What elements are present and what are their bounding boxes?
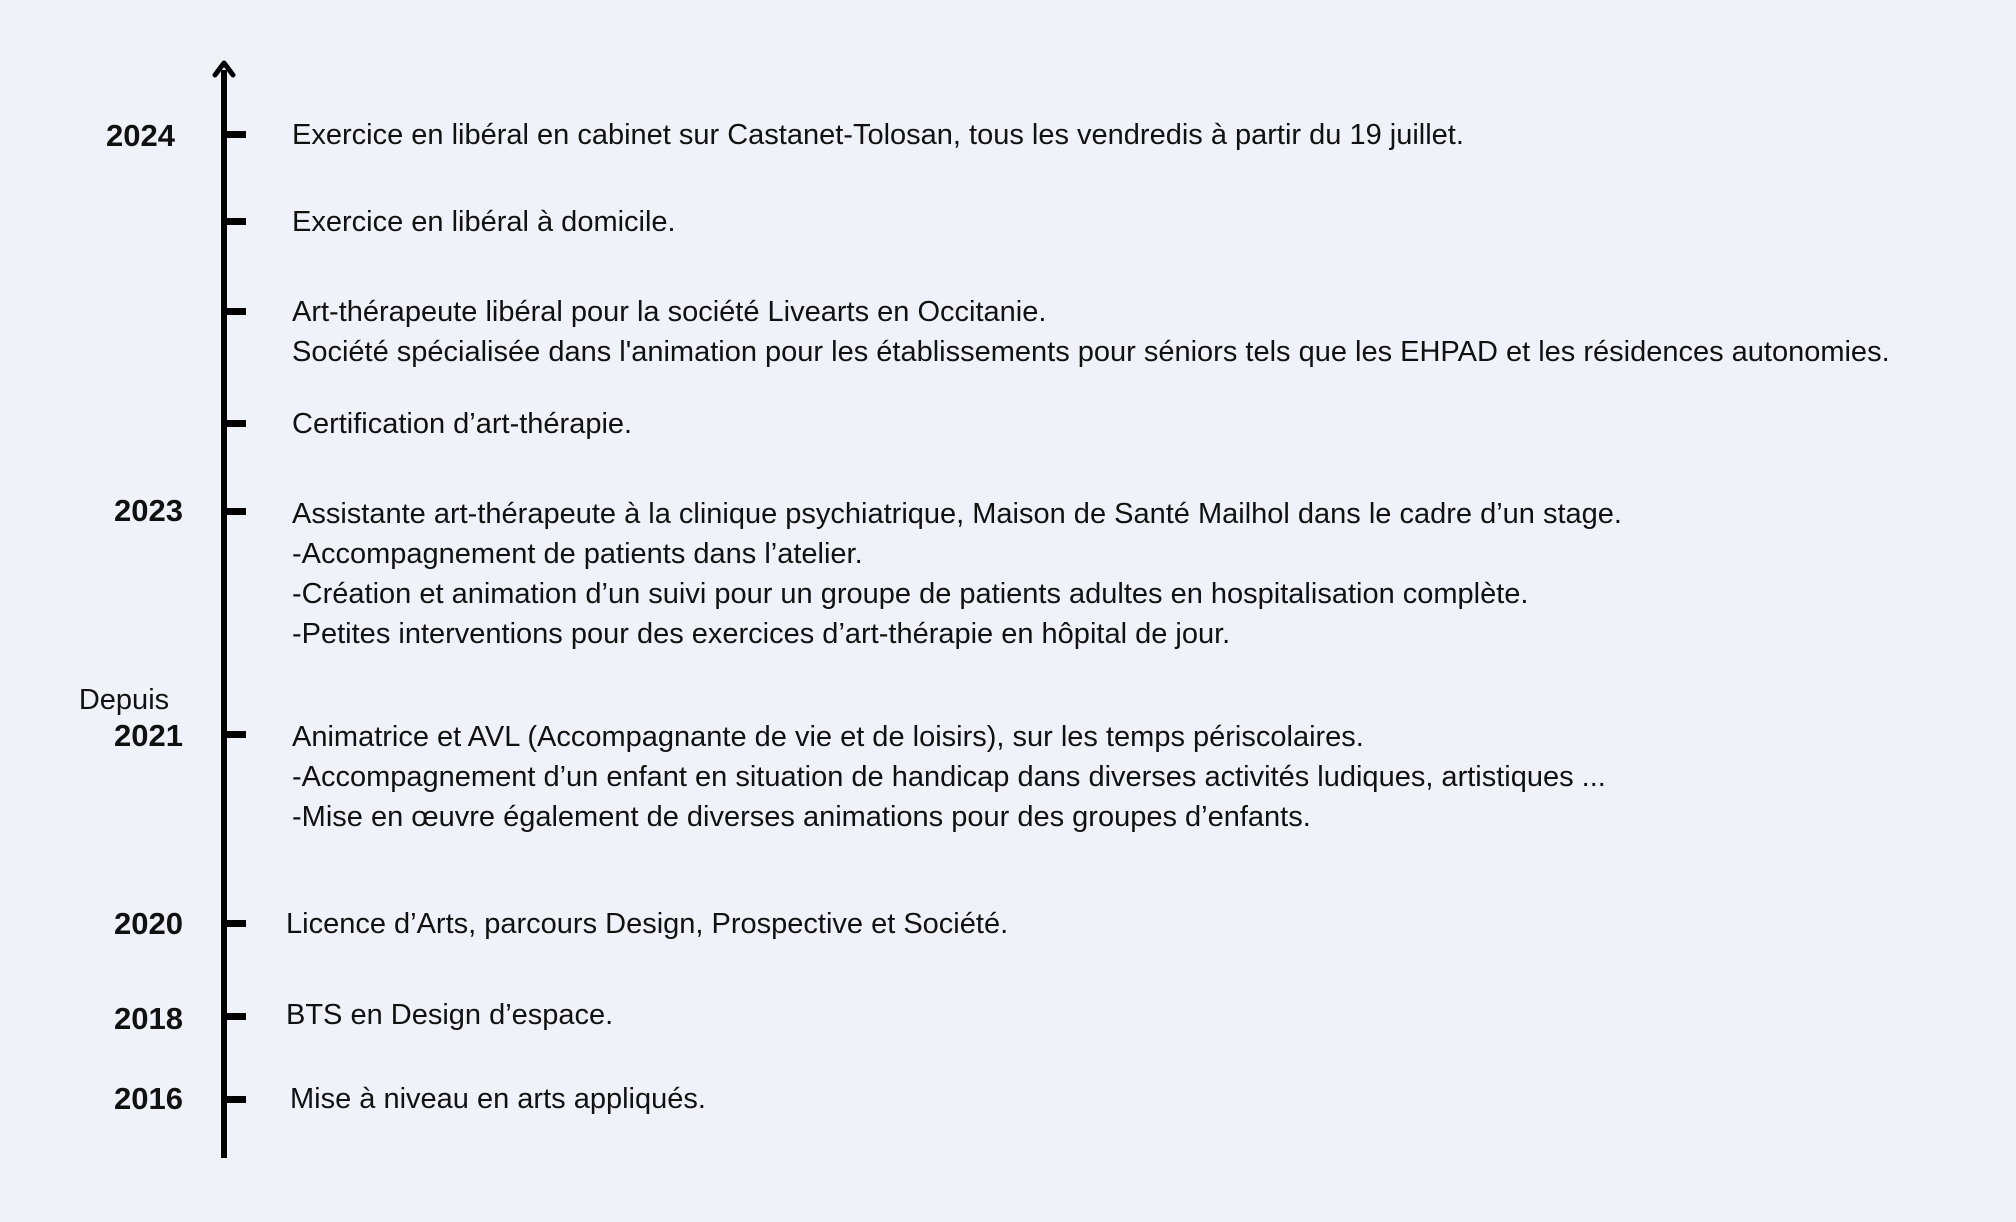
timeline-axis [221, 70, 227, 1158]
entry-licence [286, 904, 1008, 944]
entry-line: Animatrice et AVL (Accompagnante de vie et de loisirs), sur les temps périscolaires. [292, 721, 1364, 753]
entry-line: Art-thérapeute libéral pour la société Livearts en Occitanie. [292, 296, 1047, 328]
year-label-2023: 2023 [114, 493, 183, 528]
entry-line: Exercice en libéral à domicile. [292, 206, 676, 238]
tick-livearts [224, 308, 246, 315]
entry-line: -Mise en œuvre également de diverses animations pour des groupes d’enfants. [292, 801, 1311, 833]
entry-line: Certification d’art-thérapie. [292, 408, 633, 440]
entry-bts [286, 995, 613, 1035]
tick-certification [224, 420, 246, 427]
entry-line: -Accompagnement de patients dans l’atelier. [292, 538, 863, 570]
entry-line: BTS en Design d’espace. [286, 999, 614, 1031]
year-label-2024: 2024 [106, 118, 175, 153]
year-label-2016: 2016 [114, 1081, 183, 1116]
entry-certification [292, 404, 632, 444]
entry-line: Société spécialisée dans l'animation pour les établissements pour séniors tels que les EHPAD et les résidences autonomies. [292, 336, 1890, 368]
entry-line: Exercice en libéral en cabinet sur Castanet-Tolosan, tous les vendredis à partir du 19 juillet. [292, 119, 1464, 151]
year-label-2018: 2018 [114, 1001, 183, 1036]
entry-line: Assistante art-thérapeute à la clinique psychiatrique, Maison de Santé Mailhol dans le cadre d’un stage. [292, 498, 1622, 530]
tick-2018 [224, 1013, 246, 1020]
tick-2016 [224, 1096, 246, 1103]
tick-2021 [224, 731, 246, 738]
entry-mailhol [292, 494, 1622, 654]
entry-line: Mise à niveau en arts appliqués. [290, 1083, 706, 1115]
entry-mise-a-niveau [290, 1079, 706, 1119]
entry-animatrice [292, 717, 1606, 837]
year-label-2020: 2020 [114, 906, 183, 941]
tick-2024 [224, 131, 246, 138]
entry-livearts [292, 292, 1890, 372]
entry-line: -Petites interventions pour des exercices d’art-thérapie en hôpital de jour. [292, 618, 1231, 650]
tick-domicile [224, 218, 246, 225]
year-label-2021: 2021 [114, 718, 183, 753]
entry-line: Licence d’Arts, parcours Design, Prospective et Société. [286, 908, 1009, 940]
tick-2023 [224, 508, 246, 515]
tick-2020 [224, 920, 246, 927]
year-prefix-depuis: Depuis [78, 684, 170, 716]
entry-line: -Création et animation d’un suivi pour un groupe de patients adultes en hospitalisation complète. [292, 578, 1529, 610]
entry-line: -Accompagnement d’un enfant en situation de handicap dans diverses activités ludiques, artistiques ... [292, 761, 1606, 793]
entry-castanet [292, 115, 1464, 155]
entry-domicile [292, 202, 676, 242]
